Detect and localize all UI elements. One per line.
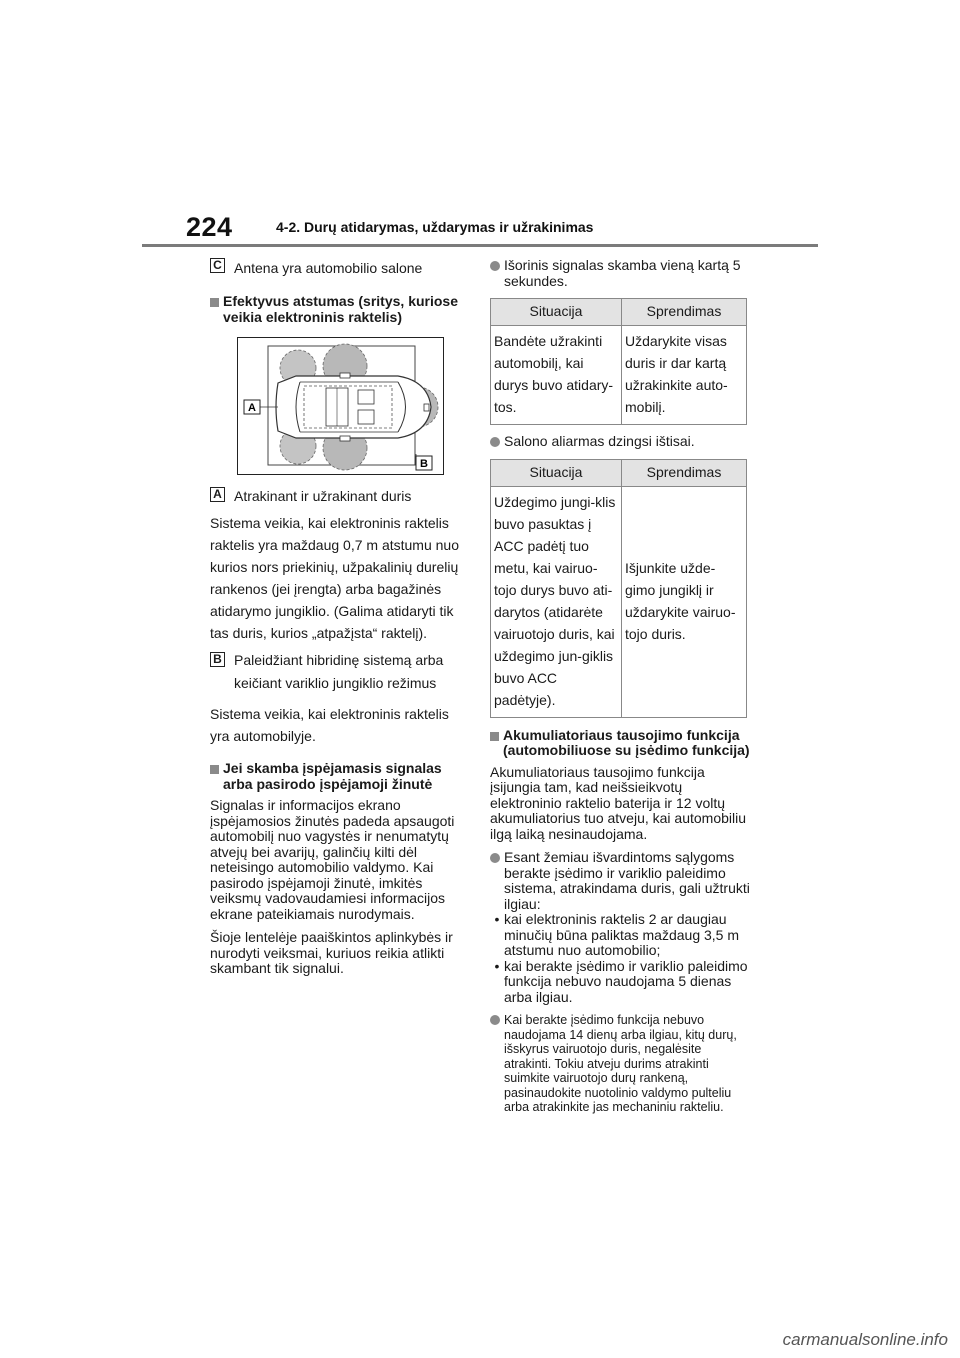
bullet4-text: Kai berakte įsėdimo funkcija nebuvo naudojama 14 dienų arba ilgiau, kitų durų, išskyrus vairuotojo duris, negalėsite atrakinti. Tokiu atveju durims atrakinti suimkite vairuotojo durų rankeną, pasinaudokite nuotolinio valdymo pulteliu arba atrakinkite jas mechaniniu rakteliu. (504, 1013, 737, 1114)
round-bullet-icon (490, 261, 500, 271)
bullet2-text: Salono aliarmas dzingsi ištisai. (504, 433, 695, 449)
sub-item-2-text: kai berakte įsėdimo ir variklio paleidimo funkcija nebuvo naudojama 5 dienas arba ilgiau. (504, 957, 748, 1005)
table2-header-solution: Sprendimas (622, 459, 747, 486)
section2-paragraph2: Šioje lentelėje paaiškintos aplinkybės ir nurodyti veiksmai, kuriuos reikia atlikti skambant tik signalui. (210, 929, 453, 976)
round-bullet-icon (490, 437, 500, 447)
section2-title: Jei skamba įspėjamasis signalas arba pasirodo įspėjamoji žinutė (223, 760, 442, 792)
table1-header-solution: Sprendimas (622, 299, 747, 326)
round-bullet-icon (490, 853, 500, 863)
car-range-illustration (238, 338, 443, 474)
watermark: carmanualsonline.info (782, 1330, 948, 1349)
square-bullet-icon (490, 732, 499, 741)
label-c: C (210, 258, 225, 273)
table2-situation: Uždegimo jungi-klis buvo pasuktas į ACC padėtį tuo metu, kai vairuo-tojo durys buvo ati-darytos (atidarėte vairuotojo duris, kai uždegimo jun-giklis buvo ACC padėtyje). (491, 486, 622, 717)
square-bullet-icon (210, 298, 219, 307)
a-text: Atrakinant ir užrakinant duris (234, 488, 412, 504)
section2-paragraph1: Signalas ir informacijos ekrano įspėjamosios žinutės padeda apsaugoti automobilį nuo vagystės ir nenumatytų atvejų bei avarijų, galinčių kilti dėl neteisingo automobilio valdymo. Kai pasirodo įspėjamoji žinutė, imkitės veiksmų vadovaudamiesi informacijos ekrane pateikiamais nurodymais. (210, 797, 455, 922)
section3-title: Akumuliatoriaus tausojimo funkcija (automobiliuose su įsėdimo funkcija) (503, 726, 750, 758)
section3-heading (490, 728, 752, 759)
section1-heading (210, 294, 468, 325)
left-column (210, 258, 468, 977)
table1-situation: Bandėte užrakinti automobilį, kai durys buvo atidary-tos. (491, 326, 622, 425)
alarm-table-1 (490, 298, 747, 425)
c-text: Antena yra automobilio salone (234, 260, 423, 276)
table1-solution: Uždarykite visas duris ir dar kartą užrakinkite auto-mobilį. (622, 326, 747, 425)
section3-paragraph1: Akumuliatoriaus tausojimo funkcija įsijungia tam, kad neišsieikvotų elektroninio raktelio baterija ir 12 voltų akumuliatorius tuo atveju, kai automobiliu ilgą laiką nesinaudojama. (490, 763, 747, 842)
table2-header-situation: Situacija (491, 459, 622, 486)
header-rule (142, 244, 818, 247)
bullet1-row (490, 258, 752, 289)
b-description: Sistema veikia, kai elektroninis raktelis yra automobilyje. (210, 706, 449, 744)
table2-solution: Išjunkite užde-gimo jungiklį ir uždarykite vairuo-tojo duris. (622, 486, 747, 717)
sub-item-2: • kai berakte įsėdimo ir variklio paleidimo funkcija nebuvo naudojama 5 dienas arba ilgiau. (490, 959, 752, 1006)
b-label-row (210, 652, 468, 695)
bullet1-text: Išorinis signalas skamba vieną kartą 5 sekundes. (504, 257, 741, 289)
section2-heading (210, 761, 468, 792)
diagram-label-a: A (248, 402, 256, 414)
round-bullet-icon (490, 1015, 500, 1025)
label-b: B (210, 652, 225, 667)
section1-title: Efektyvus atstumas (sritys, kuriose veikia elektroninis raktelis) (223, 293, 458, 325)
bullet3-row (490, 850, 752, 912)
chapter-title: 4-2. Durų atidarymas, uždarymas ir užrakinimas (276, 219, 594, 235)
diagram-label-b: B (420, 458, 428, 470)
label-a: A (210, 487, 225, 502)
a-description: Sistema veikia, kai elektroninis raktelis raktelis yra maždaug 0,7 m atstumu nuo kurios nors priekinių, užpakalinių durelių rankenos (jei įrengta) arba bagažinės atidarymo jungiklio. (Galima atidaryti tik tas duris, kurios „atpažįsta“ raktelį). (210, 515, 460, 641)
c-label-row (210, 258, 468, 282)
right-column (490, 258, 752, 1115)
range-diagram (237, 337, 444, 475)
alarm-table-2 (490, 459, 747, 718)
page-number: 224 (186, 212, 233, 242)
sub-item-1: • kai elektroninis raktelis 2 ar daugiau minučių būna paliktas maždaug 3,5 m atstumu nuo automobilio; (490, 912, 752, 959)
square-bullet-icon (210, 765, 219, 774)
table1-header-situation: Situacija (491, 299, 622, 326)
b-text: Paleidžiant hibridinę sistemą arba keičiant variklio jungiklio režimus (234, 652, 444, 691)
bullet3-text: Esant žemiau išvardintoms sąlygoms berakte įsėdimo ir variklio paleidimo sistema, atrakindama duris, gali užtrukti ilgiau: (504, 849, 750, 912)
sub-item-1-text: kai elektroninis raktelis 2 ar daugiau minučių būna paliktas maždaug 3,5 m atstumu nuo automobilio; (504, 911, 740, 958)
a-label-row (210, 487, 468, 508)
bullet2-row (490, 434, 752, 450)
bullet4-row (490, 1013, 752, 1115)
